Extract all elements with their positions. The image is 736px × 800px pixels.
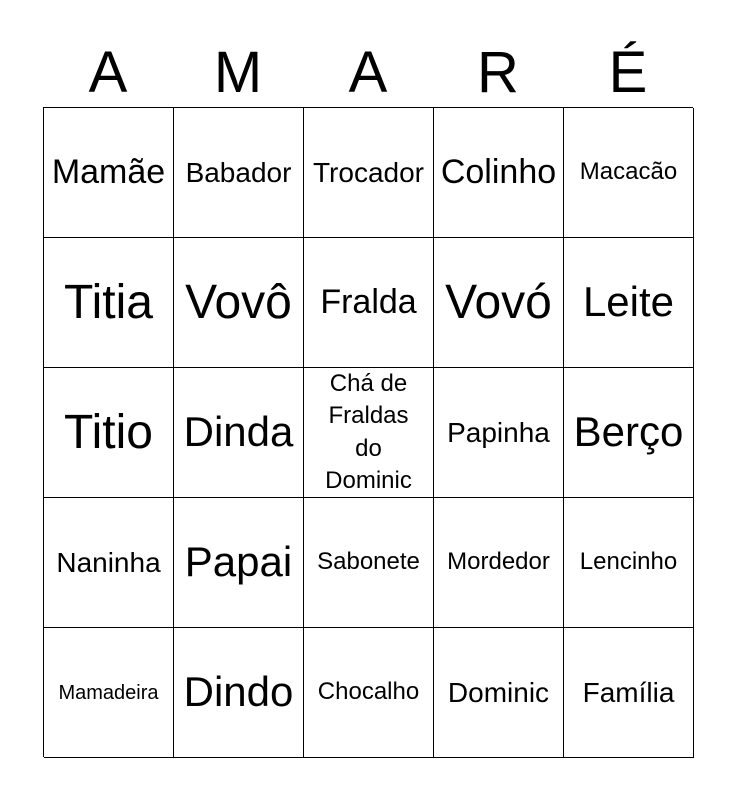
header-letter: M	[213, 40, 263, 105]
bingo-cell[interactable]: Mamadeira	[44, 628, 174, 758]
bingo-cell[interactable]: Mamãe	[44, 108, 174, 238]
bingo-cell[interactable]: Dinda	[174, 368, 304, 498]
bingo-cell[interactable]: Chocalho	[304, 628, 434, 758]
header-letter: A	[348, 40, 388, 105]
bingo-cell[interactable]: Papinha	[434, 368, 564, 498]
bingo-cell[interactable]: Leite	[564, 238, 694, 368]
bingo-cell[interactable]: Dindo	[174, 628, 304, 758]
header-letter: É	[608, 40, 648, 105]
bingo-cell[interactable]: Sabonete	[304, 498, 434, 628]
bingo-cell[interactable]: Papai	[174, 498, 304, 628]
bingo-cell[interactable]: Fralda	[304, 238, 434, 368]
bingo-cell[interactable]: Berço	[564, 368, 694, 498]
bingo-cell[interactable]: Dominic	[434, 628, 564, 758]
header-letter: A	[88, 40, 128, 105]
bingo-header	[43, 40, 693, 106]
bingo-cell[interactable]: Macacão	[564, 108, 694, 238]
bingo-cell[interactable]: Titio	[44, 368, 174, 498]
bingo-cell[interactable]: Família	[564, 628, 694, 758]
bingo-cell[interactable]: Babador	[174, 108, 304, 238]
bingo-cell[interactable]: Vovó	[434, 238, 564, 368]
bingo-cell[interactable]: Titia	[44, 238, 174, 368]
bingo-cell[interactable]: Mordedor	[434, 498, 564, 628]
header-letter: R	[477, 40, 519, 105]
free-space-cell[interactable]: Chá de Fraldas do Dominic	[304, 368, 434, 498]
bingo-cell[interactable]: Colinho	[434, 108, 564, 238]
bingo-cell[interactable]: Naninha	[44, 498, 174, 628]
bingo-cell[interactable]: Lencinho	[564, 498, 694, 628]
bingo-board	[43, 107, 693, 757]
bingo-cell[interactable]: Trocador	[304, 108, 434, 238]
bingo-cell[interactable]: Vovô	[174, 238, 304, 368]
